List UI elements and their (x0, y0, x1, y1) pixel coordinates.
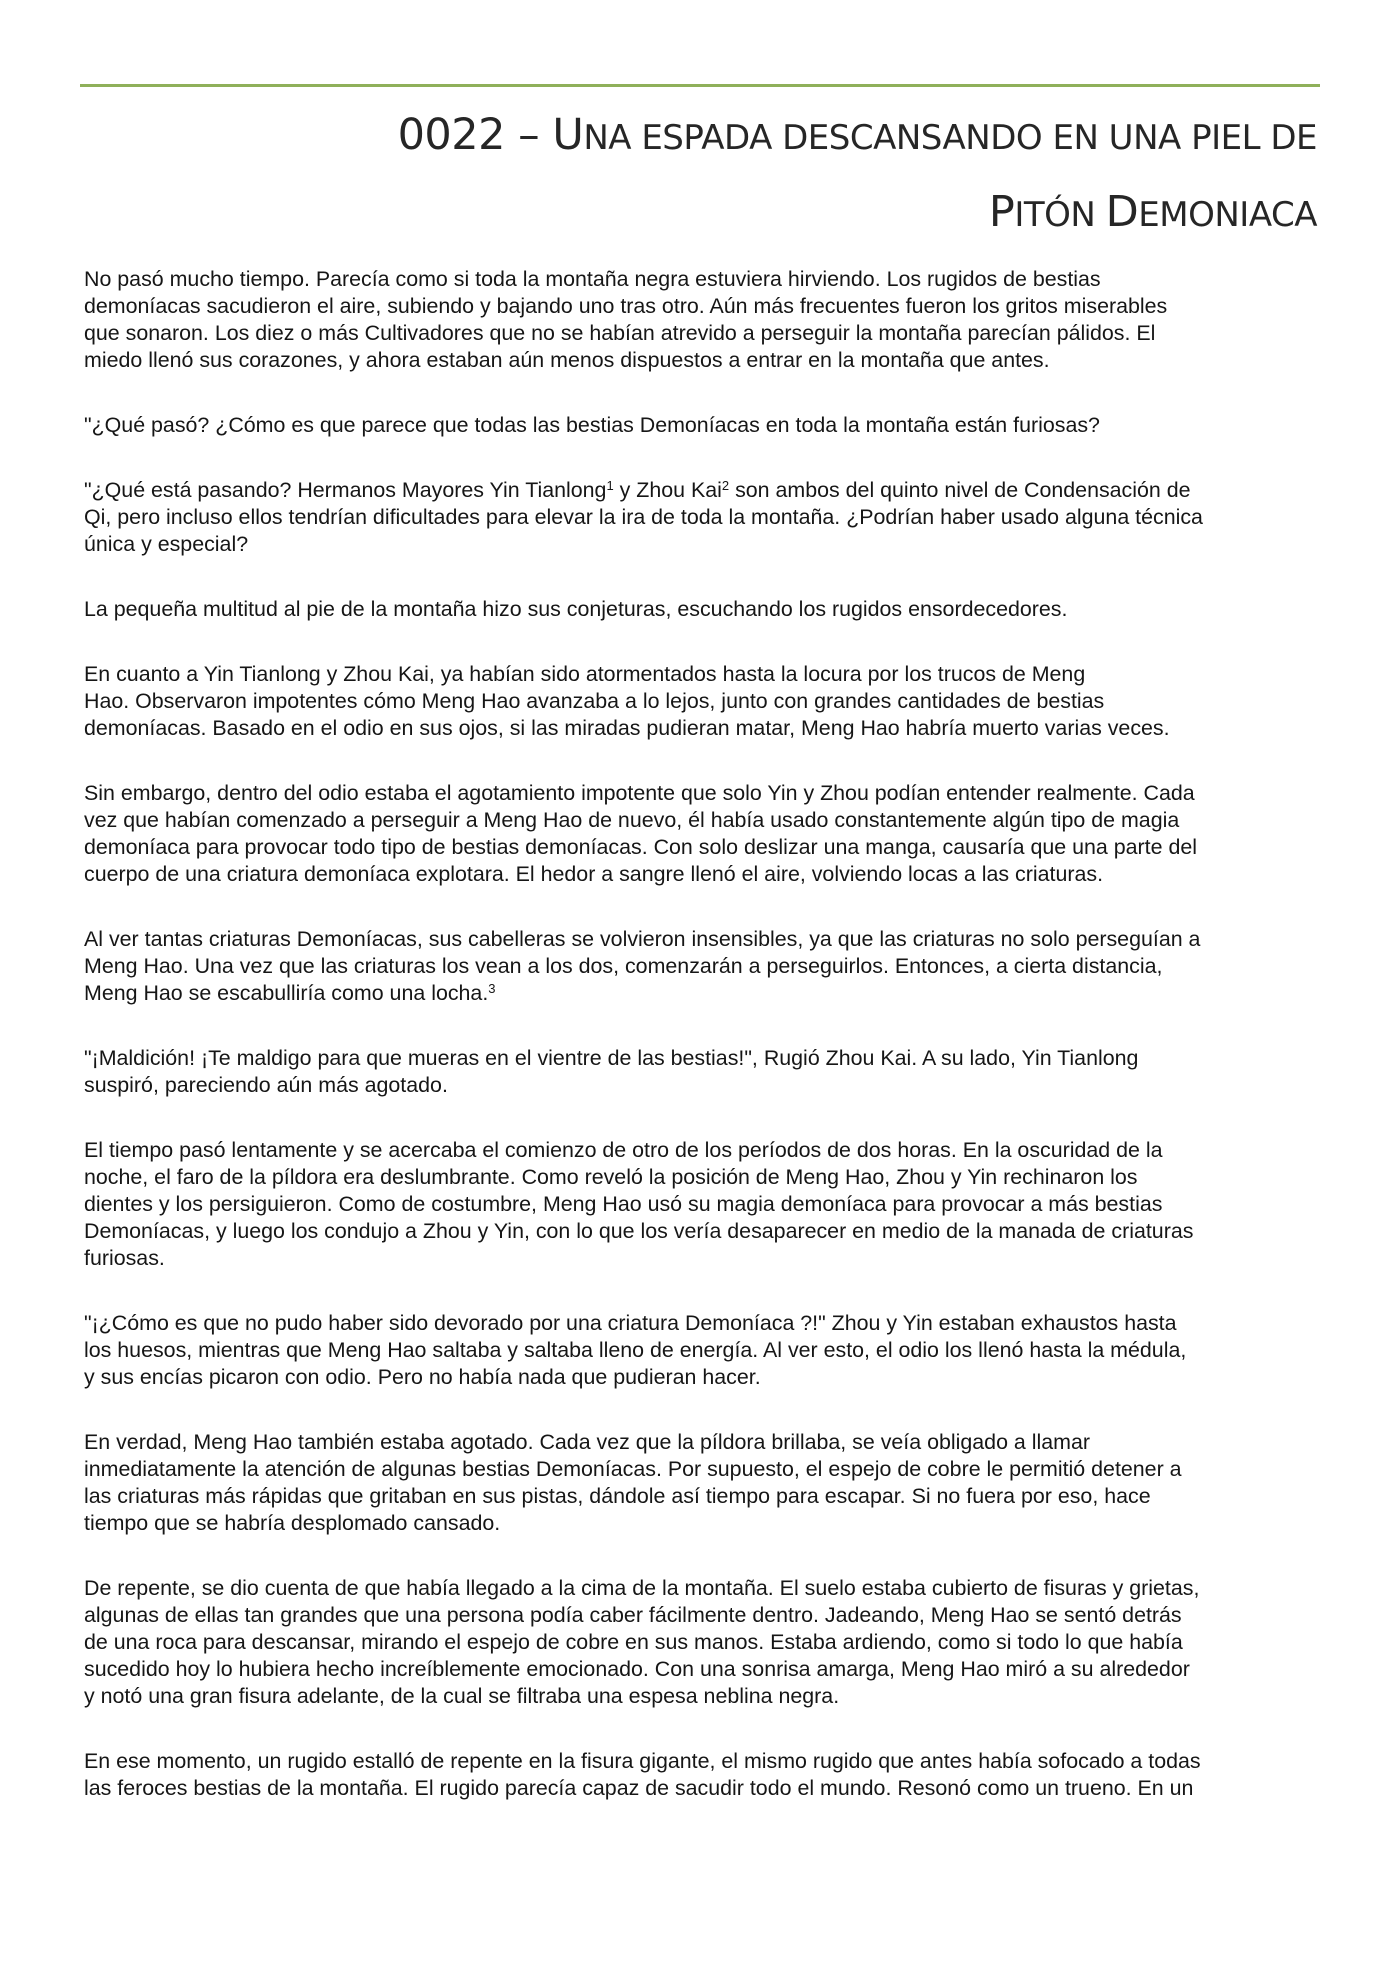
text-run: Meng Hao se escabulliría como una locha. (84, 981, 489, 1005)
title-text: D (1105, 187, 1139, 237)
text-line (84, 477, 1324, 504)
text-line: No pasó mucho tiempo. Parecía como si toda la montaña negra estuviera hirviendo. Los rugidos de bestias (84, 267, 1101, 291)
title-text-smallcaps: ITÓN (1014, 195, 1106, 235)
text-line: De repente, se dio cuenta de que había llegado a la cima de la montaña. El suelo estaba cubierto de fisuras y grietas, (84, 1576, 1200, 1600)
text-line: Sin embargo, dentro del odio estaba el agotamiento impotente que solo Yin y Zhou podían entender realmente. Cada (84, 781, 1195, 805)
paragraph (84, 780, 1324, 888)
chapter-title-line-2 (80, 175, 1317, 252)
title-text: P (988, 187, 1015, 237)
text-line: suspiró, pareciendo aún más agotado. (84, 1073, 448, 1097)
paragraph (84, 1310, 1324, 1391)
paragraph (84, 1137, 1324, 1272)
text-line: "¡Maldición! ¡Te maldigo para que mueras en el vientre de las bestias!", Rugió Zhou Kai. A su lado, Yin Tianlong (84, 1046, 1139, 1070)
paragraph (84, 1429, 1324, 1537)
text-line: Hao. Observaron impotentes cómo Meng Hao avanzaba a lo lejos, junto con grandes cantidades de bestias (84, 689, 1105, 713)
text-line: algunas de ellas tan grandes que una persona podía caber fácilmente dentro. Jadeando, Meng Hao se sentó detrás (84, 1603, 1182, 1627)
text-line: En ese momento, un rugido estalló de repente en la fisura gigante, el mismo rugido que antes había sofocado a todas (84, 1749, 1201, 1773)
text-line: En cuanto a Yin Tianlong y Zhou Kai, ya habían sido atormentados hasta la locura por los trucos de Meng (84, 662, 1086, 686)
paragraph (84, 1045, 1324, 1099)
paragraph (84, 412, 1324, 439)
text-line: sucedido hoy lo hubiera hecho increíblemente emocionado. Con una sonrisa amarga, Meng Hao miró a su alrededor (84, 1657, 1190, 1681)
text-line: demoníacas sacudieron el aire, subiendo y bajando uno tras otro. Aún más frecuentes fueron los gritos miserables (84, 294, 1168, 318)
text-line: de una roca para descansar, mirando el espejo de cobre en sus manos. Estaba ardiendo, como si todo lo que había (84, 1630, 1183, 1654)
text-line: "¡¿Cómo es que no pudo haber sido devorado por una criatura Demoníaca ?!" Zhou y Yin estaban exhaustos hasta (84, 1311, 1177, 1335)
text-line: "¿Qué pasó? ¿Cómo es que parece que todas las bestias Demoníacas en toda la montaña están furiosas? (84, 413, 1100, 437)
text-line: Meng Hao. Una vez que las criaturas los vean a los dos, comenzarán a perseguirlos. Entonces, a cierta distancia, (84, 954, 1163, 978)
text-line: única y especial? (84, 532, 249, 556)
text-line: y sus encías picaron con odio. Pero no había nada que pudieran hacer. (84, 1365, 761, 1389)
chapter-title-line-1 (80, 98, 1317, 175)
text-line: noche, el faro de la píldora era deslumbrante. Como reveló la posición de Meng Hao, Zhou y Yin rechinaron los (84, 1165, 1138, 1189)
text-line: cuerpo de una criatura demoníaca explotara. El hedor a sangre llenó el aire, volviendo locas a las criaturas. (84, 862, 1104, 886)
chapter-body (84, 266, 1324, 1840)
text-line (84, 980, 1324, 1007)
text-run: son ambos del quinto nivel de Condensación de (729, 478, 1191, 502)
header-rule (80, 84, 1320, 87)
paragraph (84, 477, 1324, 558)
chapter-title (80, 98, 1317, 252)
text-line: demoníacas. Basado en el odio en sus ojos, si las miradas pudieran matar, Meng Hao habría muerto varias veces. (84, 716, 1170, 740)
text-line: dientes y los persiguieron. Como de costumbre, Meng Hao usó su magia demoníaca para provocar a más bestias (84, 1192, 1163, 1216)
title-text: 0022 – U (397, 110, 584, 160)
paragraph (84, 596, 1324, 623)
paragraph (84, 1575, 1324, 1710)
text-line: demoníaca para provocar todo tipo de bestias demoníacas. Con solo deslizar una manga, causaría que una parte del (84, 835, 1198, 859)
text-line: y notó una gran fisura adelante, de la cual se filtraba una espesa neblina negra. (84, 1684, 840, 1708)
title-text-smallcaps: NA ESPADA DESCANSANDO EN UNA PIEL DE (583, 118, 1317, 158)
text-run: y Zhou Kai (613, 478, 722, 502)
text-line: los huesos, mientras que Meng Hao saltaba y saltaba lleno de energía. Al ver esto, el odio los llenó hasta la médula, (84, 1338, 1187, 1362)
footnote-marker-1[interactable]: 1 (606, 478, 614, 493)
paragraph (84, 1748, 1324, 1802)
footnote-marker-2[interactable]: 2 (721, 478, 730, 493)
text-line: miedo llenó sus corazones, y ahora estaban aún menos dispuestos a entrar en la montaña que antes. (84, 348, 1050, 372)
text-line: La pequeña multitud al pie de la montaña hizo sus conjeturas, escuchando los rugidos ensordecedores. (84, 597, 1068, 621)
text-line: Al ver tantas criaturas Demoníacas, sus cabelleras se volvieron insensibles, ya que las criaturas no solo perseguían a (84, 927, 1201, 951)
text-line: que sonaron. Los diez o más Cultivadores que no se habían atrevido a perseguir la montaña parecían pálidos. El (84, 321, 1156, 345)
text-line: las feroces bestias de la montaña. El rugido parecía capaz de sacudir todo el mundo. Resonó como un trueno. En un (84, 1776, 1194, 1800)
text-line: tiempo que se habría desplomado cansado. (84, 1511, 501, 1535)
text-line: furiosas. (84, 1246, 165, 1270)
text-line: En verdad, Meng Hao también estaba agotado. Cada vez que la píldora brillaba, se veía obligado a llamar (84, 1430, 1090, 1454)
paragraph (84, 926, 1324, 1007)
title-text-smallcaps: EMONIACA (1138, 195, 1317, 235)
paragraph (84, 661, 1324, 742)
text-line: Demoníacas, y luego los condujo a Zhou y Yin, con lo que los vería desaparecer en medio de la manada de criaturas (84, 1219, 1194, 1243)
paragraph (84, 266, 1324, 374)
text-line: El tiempo pasó lentamente y se acercaba el comienzo de otro de los períodos de dos horas. En la oscuridad de la (84, 1138, 1163, 1162)
text-line: inmediatamente la atención de algunas bestias Demoníacas. Por supuesto, el espejo de cobre le permitió detener a (84, 1457, 1182, 1481)
text-line: Qi, pero incluso ellos tendrían dificultades para elevar la ira de toda la montaña. ¿Podrían haber usado alguna técnica (84, 505, 1203, 529)
text-run: "¿Qué está pasando? Hermanos Mayores Yin Tianlong (84, 478, 607, 502)
text-line: las criaturas más rápidas que gritaban en sus pistas, dándole así tiempo para escapar. Si no fuera por eso, hace (84, 1484, 1151, 1508)
footnote-marker-3[interactable]: 3 (488, 981, 496, 996)
text-line: vez que habían comenzado a perseguir a Meng Hao de nuevo, él había usado constantemente algún tipo de magia (84, 808, 1180, 832)
